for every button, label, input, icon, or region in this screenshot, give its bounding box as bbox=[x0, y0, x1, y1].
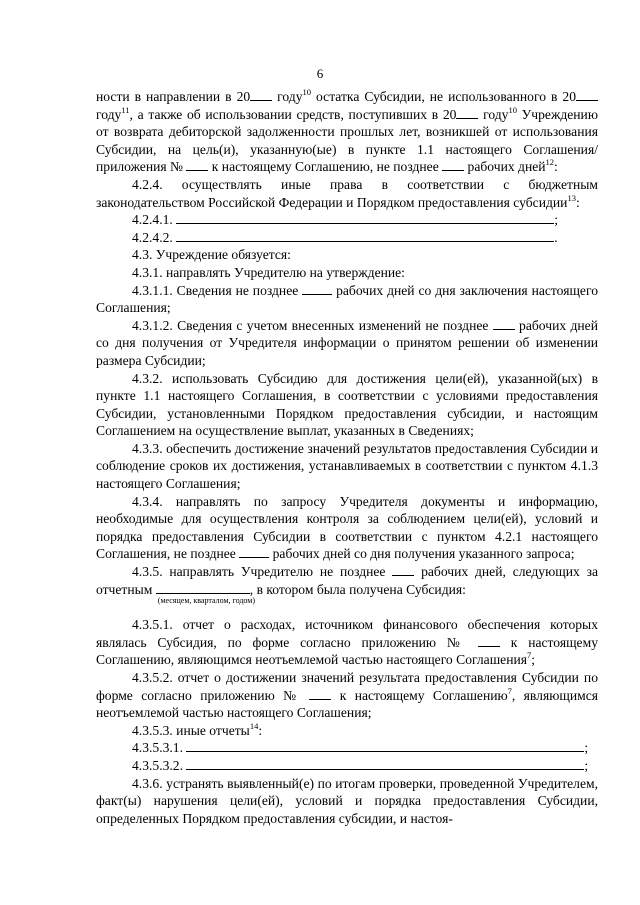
paragraph-4-3-5-3: 4.3.5.3. иные отчеты$^{14}$: bbox=[132, 720, 263, 738]
paragraph-4-3-6: 4.3.6. устранять выявленный(е) по итогам проверки, проведенной Учредителем, факт(ы) нарушения цели(ей), условий и порядка предоставления Субсидии, определенных Порядком предоставления субсидии, и настоя- bbox=[96, 775, 598, 826]
page-number: 6 bbox=[316, 66, 324, 81]
paragraph-4-2-4-2: 4.2.4.2. . bbox=[132, 229, 558, 245]
paragraph-continuation: ности в направлении в 20 году$^{10}$ остатка Субсидии, не использованного в 20 году$^{11}$, а также об использовании средств, поступивших в 20 году$^{10}$ Учреждению от возврата дебиторской задолженности прошлых лет, возникшей от использования Субсидии, на цель(и), указанную(ые) в пункте 1.1 настоящего Соглашения/приложения № к настоящему Соглашению, не позднее рабочих дней$^{12}$: bbox=[96, 87, 598, 175]
paragraph-4-3-2: 4.3.2. использовать Субсидию для достижения цели(ей), указанной(ых) в пункте 1.1 настоящего Соглашения, в соответствии с условиями предоставления Субсидии, установленными Порядком предоставления субсидии, и настоящим Соглашением на осуществление выплат, указанных в Сведениях; bbox=[96, 370, 598, 439]
paragraph-4-3: 4.3. Учреждение обязуется: bbox=[132, 247, 291, 263]
paragraph-4-3-4: 4.3.4. направлять по запросу Учредителя документы и информацию, необходимые для осуществления контроля за соблюдением цели(ей), условий и порядка предоставления Субсидии в соответствии с пунктом 4.2.1 настоящего Соглашения, не позднее рабочих дней со дня получения указанного запроса; bbox=[96, 493, 598, 562]
paragraph-4-3-1: 4.3.1. направлять Учредителю на утверждение: bbox=[132, 264, 405, 280]
reporting-period-blank bbox=[156, 581, 255, 605]
paragraph-4-3-5-3-1: 4.3.5.3.1. ; bbox=[132, 740, 589, 756]
paragraph-4-3-1-1: 4.3.1.1. Сведения не позднее рабочих дней со дня заключения настоящего Соглашения; bbox=[96, 282, 598, 316]
paragraph-4-3-5-3-2: 4.3.5.3.2. ; bbox=[132, 757, 589, 773]
paragraph-4-3-3: 4.3.3. обеспечить достижение значений результатов предоставления Субсидии и соблюдение сроков их достижения, устанавливаемых в соответствии с пунктом 4.1.3 настоящего Соглашения; bbox=[96, 440, 598, 492]
reporting-period-hint: (месяцем, кварталом, годом) bbox=[157, 595, 255, 605]
document-body bbox=[96, 88, 598, 827]
paragraph-4-3-5: 4.3.5. направлять Учредителю не позднее рабочих дней, следующих за отчетным (месяцем, кварталом, годом) , в котором была получена Субсидия: bbox=[96, 564, 598, 605]
paragraph-4-3-5-1: 4.3.5.1. отчет о расходах, источником финансового обеспечения которых являлась Субсидия, по форме согласно приложению № к настоящему Соглашению, являющимся неотъемлемой частью настоящего Соглашения$^7$; bbox=[96, 617, 598, 668]
paragraph-4-2-4: 4.2.4. осуществлять иные права в соответствии с бюджетным законодательством Российской Федерации и Порядком предоставления субсидии$^{13}$: bbox=[96, 176, 598, 210]
paragraph-4-3-1-2: 4.3.1.2. Сведения с учетом внесенных изменений не позднее рабочих дней со дня получения от Учредителя информации о принятом решении об изменении размера Субсидии; bbox=[96, 317, 598, 368]
paragraph-4-2-4-1: 4.2.4.1. ; bbox=[132, 212, 558, 228]
paragraph-4-3-5-2: 4.3.5.2. отчет о достижении значений результата предоставления Субсидии по форме согласно приложению № к настоящему Соглашению$^7$, являющимся неотъемлемой частью настоящего Соглашения; bbox=[96, 670, 598, 721]
